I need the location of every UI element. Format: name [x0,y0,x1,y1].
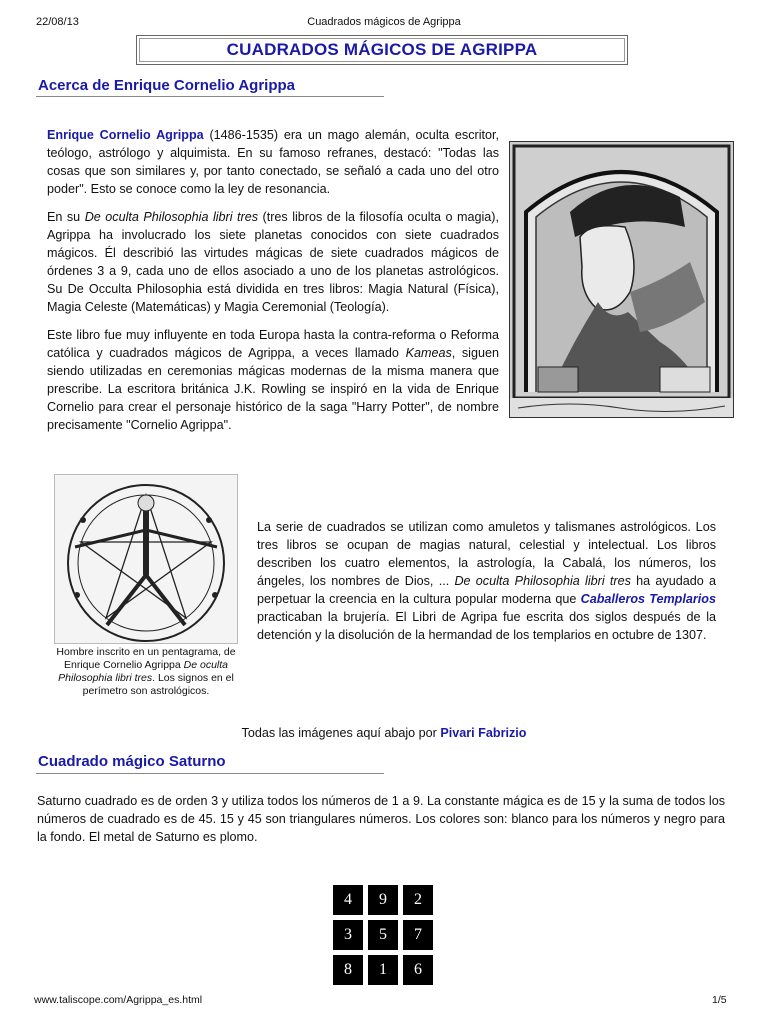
agrippa-portrait-image [509,141,734,418]
square-cell: 3 [333,920,363,950]
square-cell: 7 [403,920,433,950]
figure-caption: Hombre inscrito en un pentagrama, de Enrique Cornelio Agrippa De oculta Philosophia libri tres. Los signos en el perímetro son astrológicos. [56,646,236,697]
templarios-link[interactable]: Caballeros Templarios [580,592,716,606]
pentagram-man-image [54,474,238,644]
image-credit: Todas las imágenes aquí abajo por Pivari Fabrizio [241,726,527,740]
square-cell: 4 [333,885,363,915]
paragraph-book: En su De oculta Philosophia libri tres (tres libros de la filosofía oculta o magia), Agrippa ha involucrado los siete planetas conocidos con siete cuadrados mágicos. Él describió las virtudes mágicas de siete cuadrados mágicos de órdenes 3 a 9, cada uno de ellos asociado a uno de los planetas astrológicos. Su De Occulta Philosophia está dividida en tres libros: Magia Natural (Física), Magia Celeste (Matemáticas) y Magia Ceremonial (Teología). [47,210,500,314]
main-title: CUADRADOS MÁGICOS DE AGRIPPA [226,40,538,59]
footer-page-number: 1/5 [712,994,727,1006]
main-title-box [136,35,628,65]
paragraph-series: La serie de cuadrados se utilizan como amuletos y talismanes astrológicos. Los tres libros se ocupan de magias natural, celestial y intelectual. Los libros describen los cuatro elementos, la astrología, la Cabalá, los números, los ángeles, los nombres de Dios, ... De oculta Philosophia libri tres ha ayudado a perpetuar la creencia en la cultura popular moderna que Caballeros Templarios practicaban la brujería. El Libri de Agripa fue escrita dos siglos después de la detención y la disolución de la hermandad de los templarios en octubre de 1307. [257,520,716,642]
square-cell: 1 [368,955,398,985]
section-heading-about: Acerca de Enrique Cornelio Agrippa [38,77,295,94]
series-text-block [257,518,716,644]
paragraph-intro: Enrique Cornelio Agrippa (1486-1535) era un mago alemán, oculta escritor, teólogo, astrólogo y alquimista. En su famoso refranes, destacó: "Todas las cosas que son similares y, por tanto conectado, se señaló a cada uno del otro poder". Esto se conoce como la ley de resonancia. [47,128,499,196]
paragraph-influence: Este libro fue muy influyente en toda Europa hasta la contra-reforma o Reforma católica y cuadrados mágicos de Agrippa, a veces llamado Kameas, siguen siendo utilizadas en ceremonias mágicas modernas de la misma manera que prescribe. La escritora británica J.K. Rowling se inspiró en la vida de Enrique Cornelio para crear el personaje histórico de la saga "Harry Potter", de nombre precisamente "Cornelio Agrippa". [47,328,500,432]
agrippa-link[interactable]: Enrique Cornelio Agrippa [47,128,204,142]
footer-url: www.taliscope.com/Agrippa_es.html [34,994,203,1006]
about-text-block [47,126,499,434]
author-link[interactable]: Pivari Fabrizio [440,726,527,740]
paragraph-saturn: Saturno cuadrado es de orden 3 y utiliza todos los números de 1 a 9. La constante mágica es de 15 y la suma de todos los números de cuadrado es de 45. 15 y 45 son triangulares números. Los colores son: blanco para los números y negro para la fondo. El metal de Saturno es plomo. [37,794,725,844]
square-cell: 6 [403,955,433,985]
section-heading-saturn: Cuadrado mágico Saturno [38,753,226,770]
saturn-magic-square [333,885,433,985]
print-page-title: Cuadrados mágicos de Agrippa [307,16,461,28]
saturn-text-block [37,792,725,846]
square-cell: 8 [333,955,363,985]
section-rule [36,773,384,774]
square-cell: 9 [368,885,398,915]
print-date: 22/08/13 [36,16,79,28]
square-cell: 5 [368,920,398,950]
section-rule [36,96,384,97]
square-cell: 2 [403,885,433,915]
